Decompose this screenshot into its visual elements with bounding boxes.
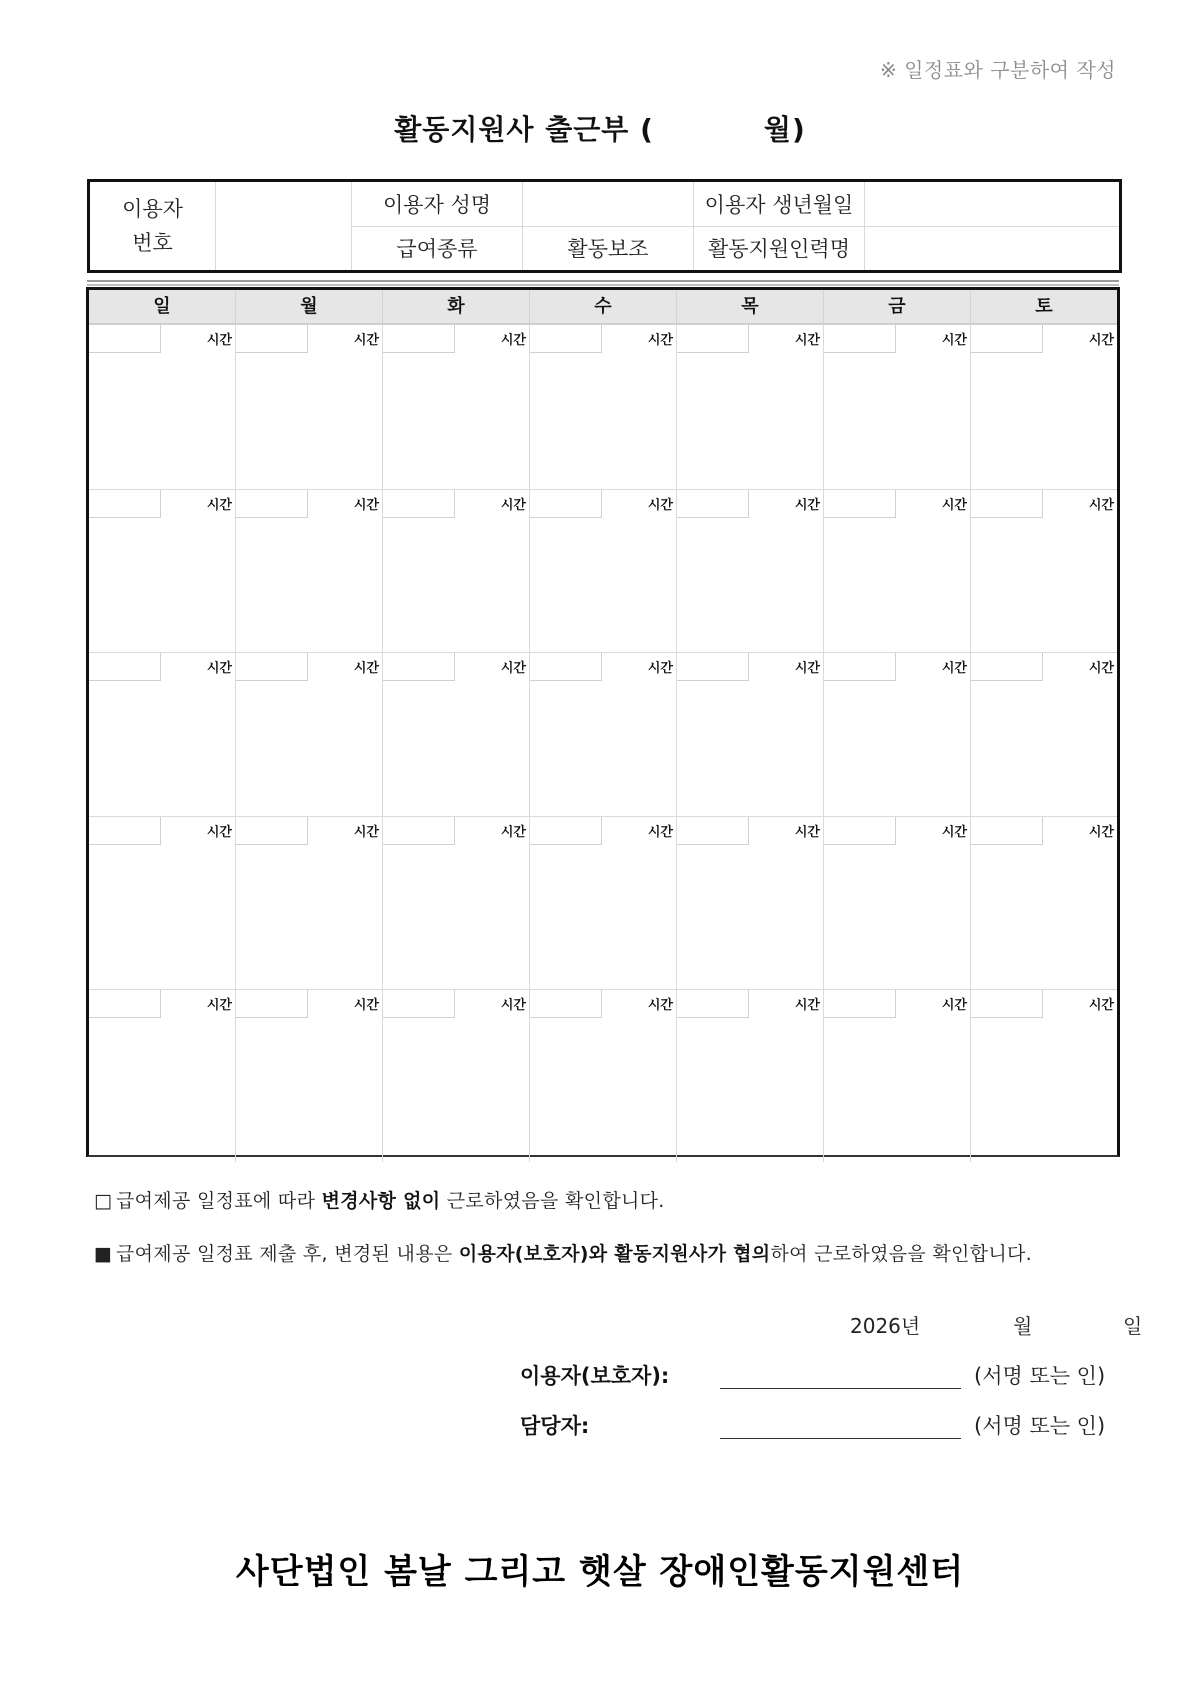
hours-label: 시간 xyxy=(647,333,673,348)
hours-label: 시간 xyxy=(794,825,820,840)
calendar-day-cell[interactable] xyxy=(236,325,383,489)
signature-field[interactable] xyxy=(720,1438,961,1439)
date-input-box[interactable] xyxy=(824,990,896,1018)
hours-label: 시간 xyxy=(500,998,526,1013)
page-title xyxy=(0,108,1200,148)
date-input-box[interactable] xyxy=(89,653,161,681)
calendar-week-row xyxy=(89,653,1117,817)
date-input-box[interactable] xyxy=(530,325,602,353)
calendar-day-cell[interactable] xyxy=(824,817,971,989)
date-day[interactable]: 일 xyxy=(1122,1314,1143,1338)
hours-label: 시간 xyxy=(353,333,379,348)
weekday-sat: 토 xyxy=(1035,296,1053,317)
title-prefix: 활동지원사 출근부 ( xyxy=(394,113,654,146)
date-input-box[interactable] xyxy=(971,990,1043,1018)
confirm-text: 근로하였음을 확인합니다. xyxy=(440,1190,665,1212)
confirm-emphasis: 이용자(보호자)와 활동지원사가 협의 xyxy=(458,1243,771,1265)
checkbox-filled-icon[interactable]: ■ xyxy=(94,1243,113,1265)
calendar-day-cell[interactable] xyxy=(824,325,971,489)
user-number-label-line1: 이용자 xyxy=(122,197,183,221)
date-input-box[interactable] xyxy=(824,817,896,845)
hours-label: 시간 xyxy=(647,825,673,840)
date-input-box[interactable] xyxy=(824,490,896,518)
hours-label: 시간 xyxy=(206,825,232,840)
date-input-box[interactable] xyxy=(383,325,455,353)
calendar-week-row xyxy=(89,817,1117,990)
calendar-week-row xyxy=(89,990,1117,1162)
user-number-label-line2: 번호 xyxy=(132,231,173,255)
signature-hint: (서명 또는 인) xyxy=(974,1364,1106,1388)
calendar-week-row xyxy=(89,490,1117,653)
date-input-box[interactable] xyxy=(236,325,308,353)
calendar-day-cell[interactable] xyxy=(236,817,383,989)
hours-label: 시간 xyxy=(500,333,526,348)
date-input-box[interactable] xyxy=(530,653,602,681)
calendar-day-cell[interactable] xyxy=(236,653,383,816)
user-number-field[interactable] xyxy=(216,181,352,272)
date-input-box[interactable] xyxy=(824,653,896,681)
date-input-box[interactable] xyxy=(677,325,749,353)
hours-label: 시간 xyxy=(1088,498,1114,513)
calendar-day-cell[interactable] xyxy=(677,990,824,1162)
hours-label: 시간 xyxy=(794,661,820,676)
hours-label: 시간 xyxy=(206,498,232,513)
user-name-field[interactable] xyxy=(523,181,694,227)
calendar-day-cell[interactable] xyxy=(89,990,236,1162)
weekday-mon: 월 xyxy=(236,290,383,323)
title-suffix: 월) xyxy=(763,113,806,146)
date-input-box[interactable] xyxy=(971,817,1043,845)
date-input-box[interactable] xyxy=(89,325,161,353)
hours-label: 시간 xyxy=(647,998,673,1013)
hours-label: 시간 xyxy=(1088,333,1114,348)
benefit-type-label: 급여종류 xyxy=(352,226,523,272)
weekday-sun: 일 xyxy=(89,290,236,323)
hours-label: 시간 xyxy=(794,998,820,1013)
date-input-box[interactable] xyxy=(89,490,161,518)
date-input-box[interactable] xyxy=(236,653,308,681)
date-input-box[interactable] xyxy=(677,490,749,518)
calendar-day-cell[interactable] xyxy=(824,490,971,652)
date-input-box[interactable] xyxy=(677,817,749,845)
date-input-box[interactable] xyxy=(971,653,1043,681)
calendar-day-cell[interactable] xyxy=(971,490,1117,652)
calendar-day-cell[interactable] xyxy=(530,490,677,652)
divider xyxy=(87,284,1119,286)
hours-label: 시간 xyxy=(1088,998,1114,1013)
weekday-fri: 금 xyxy=(824,290,971,323)
hours-label: 시간 xyxy=(206,661,232,676)
date-input-box[interactable] xyxy=(677,990,749,1018)
date-month[interactable]: 월 xyxy=(1012,1314,1033,1338)
hours-label: 시간 xyxy=(353,661,379,676)
calendar-day-cell[interactable] xyxy=(824,990,971,1162)
confirm-text: 급여제공 일정표 제출 후, 변경된 내용은 xyxy=(116,1243,459,1265)
date-year: 2026년 xyxy=(850,1314,921,1338)
date-input-box[interactable] xyxy=(824,325,896,353)
user-name-label: 이용자 성명 xyxy=(352,181,523,227)
date-input-box[interactable] xyxy=(971,325,1043,353)
hours-label: 시간 xyxy=(941,333,967,348)
hours-label: 시간 xyxy=(941,498,967,513)
support-worker-field[interactable] xyxy=(865,226,1121,272)
date-input-box[interactable] xyxy=(383,653,455,681)
calendar-day-cell[interactable] xyxy=(530,653,677,816)
calendar-day-cell[interactable] xyxy=(89,653,236,816)
hours-label: 시간 xyxy=(500,661,526,676)
date-line xyxy=(850,1310,1142,1339)
date-input-box[interactable] xyxy=(383,490,455,518)
date-input-box[interactable] xyxy=(383,990,455,1018)
date-input-box[interactable] xyxy=(236,490,308,518)
signature-label: 이용자(보호자): xyxy=(520,1364,670,1388)
hours-label: 시간 xyxy=(647,661,673,676)
hours-label: 시간 xyxy=(1088,661,1114,676)
hours-label: 시간 xyxy=(1088,825,1114,840)
date-input-box[interactable] xyxy=(530,490,602,518)
instruction-note: ※ 일정표와 구분하여 작성 xyxy=(879,58,1116,82)
calendar-day-cell[interactable] xyxy=(383,325,530,489)
confirm-emphasis: 변경사항 없이 xyxy=(321,1190,441,1212)
hours-label: 시간 xyxy=(206,333,232,348)
date-input-box[interactable] xyxy=(89,990,161,1018)
calendar-day-cell[interactable] xyxy=(383,490,530,652)
date-input-box[interactable] xyxy=(236,817,308,845)
hours-label: 시간 xyxy=(794,333,820,348)
signature-field[interactable] xyxy=(720,1388,961,1389)
hours-label: 시간 xyxy=(941,661,967,676)
signature-manager xyxy=(520,1410,1140,1446)
benefit-type-value: 활동보조 xyxy=(523,226,694,272)
date-input-box[interactable] xyxy=(677,653,749,681)
user-number-label xyxy=(89,181,216,272)
calendar-day-cell[interactable] xyxy=(236,990,383,1162)
weekday-tue: 화 xyxy=(383,290,530,323)
weekday-wed: 수 xyxy=(530,290,677,323)
weekday-thu: 목 xyxy=(677,290,824,323)
organization-name: 사단법인 봄날 그리고 햇살 장애인활동지원센터 xyxy=(235,1552,965,1592)
calendar-day-cell[interactable] xyxy=(89,490,236,652)
calendar-body xyxy=(89,325,1117,1162)
hours-label: 시간 xyxy=(500,825,526,840)
confirm-changed[interactable] xyxy=(94,1239,1032,1266)
weekday-header xyxy=(89,290,1117,325)
user-info-table xyxy=(87,179,1122,273)
calendar-day-cell[interactable] xyxy=(89,817,236,989)
date-input-box[interactable] xyxy=(971,490,1043,518)
calendar-day-cell[interactable] xyxy=(383,990,530,1162)
calendar-day-cell[interactable] xyxy=(530,817,677,989)
confirm-no-change[interactable] xyxy=(94,1186,665,1213)
support-worker-label: 활동지원인력명 xyxy=(694,226,865,272)
date-input-box[interactable] xyxy=(236,990,308,1018)
hours-label: 시간 xyxy=(500,498,526,513)
calendar-day-cell[interactable] xyxy=(971,817,1117,989)
calendar-day-cell[interactable] xyxy=(677,325,824,489)
calendar-day-cell[interactable] xyxy=(677,490,824,652)
calendar-day-cell[interactable] xyxy=(677,817,824,989)
hours-label: 시간 xyxy=(353,998,379,1013)
calendar-day-cell[interactable] xyxy=(530,990,677,1162)
hours-label: 시간 xyxy=(353,825,379,840)
calendar-day-cell[interactable] xyxy=(824,653,971,816)
date-input-box[interactable] xyxy=(383,817,455,845)
hours-label: 시간 xyxy=(941,998,967,1013)
calendar-day-cell[interactable] xyxy=(530,325,677,489)
divider xyxy=(87,280,1119,282)
checkbox-empty-icon[interactable]: □ xyxy=(94,1190,113,1212)
hours-label: 시간 xyxy=(206,998,232,1013)
hours-label: 시간 xyxy=(353,498,379,513)
calendar-day-cell[interactable] xyxy=(971,325,1117,489)
calendar-week-row xyxy=(89,325,1117,490)
confirm-text: 하여 근로하였음을 확인합니다. xyxy=(770,1243,1032,1265)
hours-label: 시간 xyxy=(794,498,820,513)
calendar-day-cell[interactable] xyxy=(236,490,383,652)
attendance-calendar xyxy=(86,287,1120,1157)
birthdate-label: 이용자 생년월일 xyxy=(694,181,865,227)
calendar-day-cell[interactable] xyxy=(383,817,530,989)
birthdate-field[interactable] xyxy=(865,181,1121,227)
hours-label: 시간 xyxy=(941,825,967,840)
calendar-day-cell[interactable] xyxy=(971,990,1117,1162)
calendar-day-cell[interactable] xyxy=(971,653,1117,816)
date-input-box[interactable] xyxy=(89,817,161,845)
date-input-box[interactable] xyxy=(530,990,602,1018)
calendar-day-cell[interactable] xyxy=(677,653,824,816)
signature-hint: (서명 또는 인) xyxy=(974,1414,1106,1438)
calendar-day-cell[interactable] xyxy=(383,653,530,816)
signature-label: 담당자: xyxy=(520,1414,590,1438)
signature-user xyxy=(520,1360,1140,1396)
confirm-text: 급여제공 일정표에 따라 xyxy=(116,1190,322,1212)
calendar-day-cell[interactable] xyxy=(89,325,236,489)
date-input-box[interactable] xyxy=(530,817,602,845)
hours-label: 시간 xyxy=(647,498,673,513)
